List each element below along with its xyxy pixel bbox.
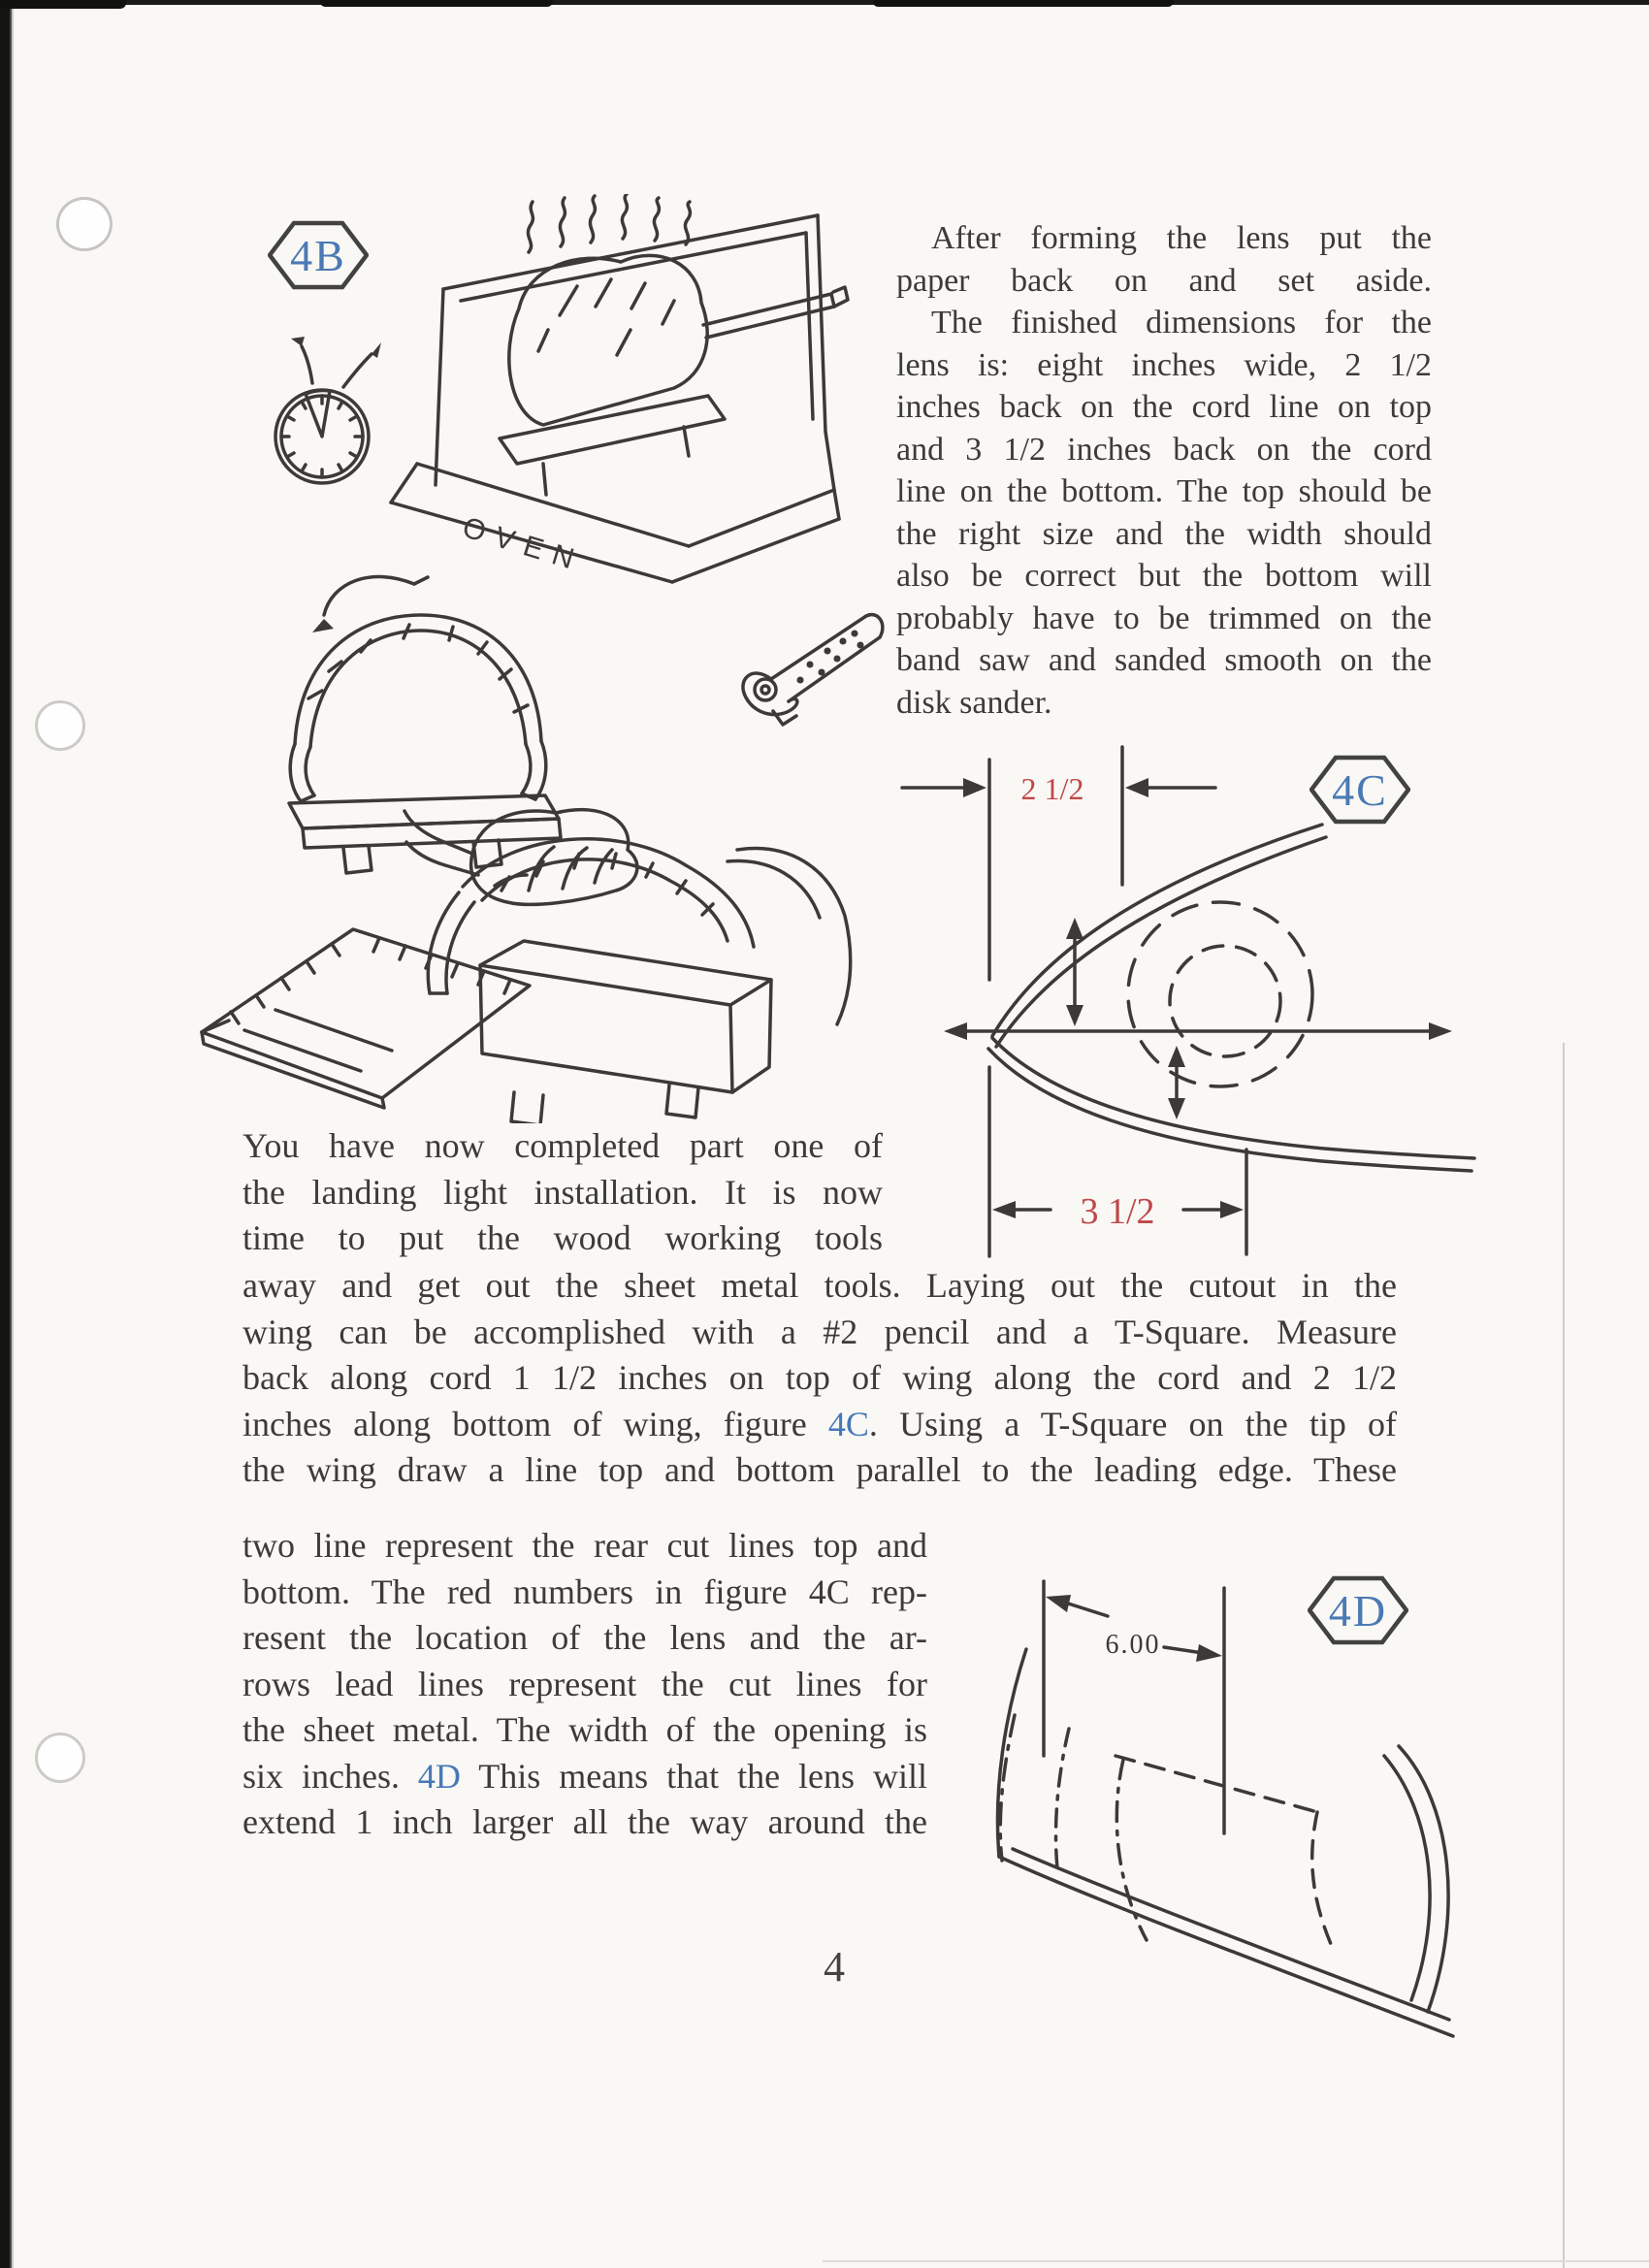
text-line: time to put the wood working tools [242, 1218, 883, 1257]
dimension-top-label: 2 1/2 [1020, 771, 1084, 806]
figure-4c-badge [1310, 754, 1410, 826]
scan-artifact-top-line [0, 0, 1649, 5]
figure-4d-label: 4D [1328, 1585, 1388, 1636]
text-line: inches back on the cord line on top [896, 389, 1432, 425]
text-line: extend 1 inch larger all the way around the [242, 1802, 927, 1841]
clamp-tool-illustration [713, 587, 902, 732]
text-segment: inches along bottom of wing, figure [242, 1404, 828, 1443]
scan-artifact-left-strip [0, 0, 14, 2268]
figure-4d-reference: 4D [417, 1756, 461, 1796]
text-line: the landing light installation. It is now [242, 1172, 883, 1212]
figure-4b-badge [268, 219, 369, 291]
scan-artifact-top-blob [0, 0, 126, 9]
text-line: also be correct but the bottom will [896, 558, 1432, 594]
scan-artifact-right-line [1563, 1043, 1565, 2268]
full-width-paragraph [242, 1263, 1397, 1494]
text-line: wing can be accomplished with a #2 pencil and a T-Square. Measure [242, 1312, 1397, 1351]
text-line: probably have to be trimmed on the [896, 599, 1432, 636]
text-line: paper back on and set aside. [896, 262, 1432, 299]
scan-artifact-top-blob [320, 0, 553, 7]
figure-4d-badge [1308, 1574, 1408, 1646]
hole-punch-bottom [35, 1733, 85, 1783]
text-line: the right size and the width should [896, 515, 1432, 552]
text-line: rows lead lines represent the cut lines for [242, 1664, 927, 1703]
text-line: two line represent the rear cut lines top and [242, 1526, 927, 1565]
text-line [242, 1402, 1397, 1448]
dimension-width-label: 6.00 [1105, 1630, 1161, 1660]
figure-4c-label: 4C [1332, 764, 1388, 815]
timer-clock-illustration [254, 335, 395, 495]
text-line: the sheet metal. The width of the opening is [242, 1710, 927, 1749]
figure-4b-label: 4B [290, 230, 346, 280]
text-line: the wing draw a line top and bottom parallel to the leading edge. These [242, 1450, 1397, 1489]
text-segment: six inches. [242, 1756, 418, 1796]
text-line: You have now completed part one of [242, 1126, 883, 1165]
oven-illustration [383, 194, 878, 611]
text-segment: This means that the lens will [460, 1756, 927, 1796]
text-line: back along cord 1 1/2 inches on top of wing along the cord and 2 1/2 [242, 1358, 1397, 1397]
text-line: away and get out the sheet metal tools. Laying out the cutout in the [242, 1266, 1397, 1305]
scan-artifact-top-blob [873, 0, 1174, 7]
figure-4d-diagram [824, 1535, 1513, 2054]
page-number: 4 [824, 1943, 845, 1991]
text-line: bottom. The red numbers in figure 4C rep- [242, 1571, 927, 1611]
hole-punch-top [56, 197, 113, 251]
scan-artifact-bottom-line [823, 2260, 1649, 2262]
text-line: line on the bottom. The top should be [896, 473, 1432, 509]
lens-blank-illustration [186, 914, 545, 1122]
figure-4c-reference: 4C [827, 1404, 869, 1443]
right-text-column [896, 217, 1432, 724]
oven-label: OVEN [458, 511, 588, 579]
text-line: band saw and sanded smooth on the [896, 642, 1432, 678]
dimension-bottom-label: 3 1/2 [1080, 1191, 1155, 1232]
text-line: resent the location of the lens and the ar- [242, 1618, 927, 1657]
text-line: disk sander. [896, 684, 1052, 721]
text-line: The finished dimensions for the [931, 305, 1432, 340]
text-line: lens is: eight inches wide, 2 1/2 [896, 346, 1432, 383]
text-line: and 3 1/2 inches back on the cord [896, 431, 1432, 468]
hole-punch-middle [35, 700, 85, 751]
text-segment: . Using a T-Square on the tip of [868, 1404, 1398, 1443]
text-line: After forming the lens put the [931, 220, 1432, 256]
left-paragraph [242, 1123, 883, 1262]
